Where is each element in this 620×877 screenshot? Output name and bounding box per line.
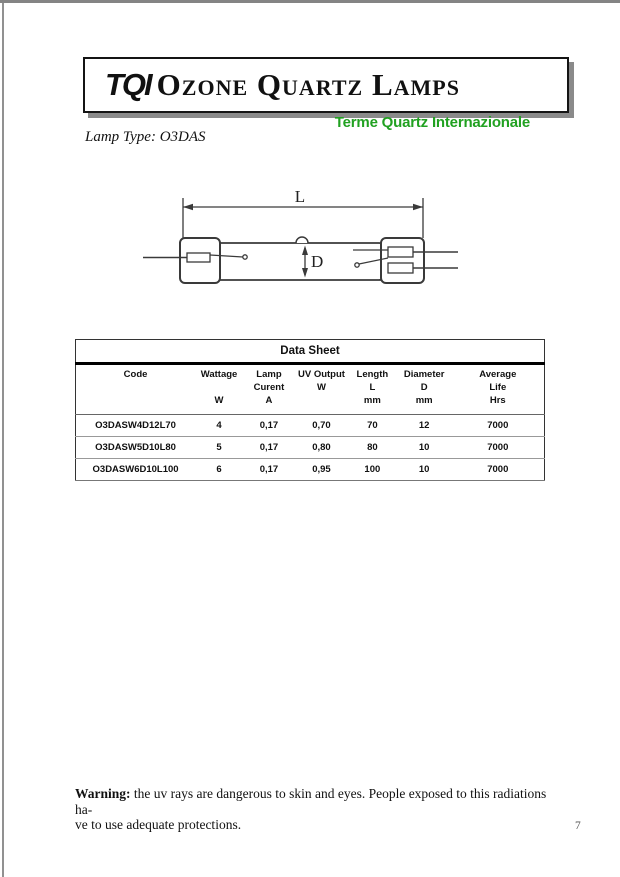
data-sheet-table — [75, 339, 545, 481]
warning-label: Warning: — [75, 786, 131, 801]
column-header-lamp-current — [243, 364, 295, 415]
table-title: Data Sheet — [76, 340, 545, 364]
header-line: Code — [123, 369, 148, 380]
cell-current: 0,17 — [243, 437, 295, 459]
header-line: Life — [489, 382, 507, 393]
company-logo — [83, 57, 569, 113]
column-header-length — [348, 364, 397, 415]
electrode-tip-right — [355, 263, 359, 267]
cell-current: 0,17 — [243, 415, 295, 437]
lamp-cap-right — [381, 238, 424, 283]
header-line: mm — [415, 395, 433, 406]
header-line: Curent — [253, 382, 285, 393]
diameter-label: D — [311, 252, 324, 271]
cell-diameter: 10 — [397, 437, 452, 459]
lamp-type-label: Lamp Type: O3DAS — [85, 129, 206, 145]
header-line: Diameter — [403, 369, 445, 380]
header-line: Lamp — [256, 369, 282, 380]
table-row — [76, 415, 545, 437]
column-header-uv-output — [295, 364, 348, 415]
cell-uv-output: 0,80 — [295, 437, 348, 459]
arrowhead-right — [413, 204, 423, 210]
cell-diameter: 12 — [397, 415, 452, 437]
cell-code: O3DASW4D12L70 — [76, 415, 196, 437]
warning-line-1: the uv rays are dangerous to skin and eyes. People exposed to this radiations ha- — [75, 786, 547, 817]
lamp-tube — [212, 243, 388, 280]
header-line — [77, 394, 194, 407]
logo-product-text: Ozone Quartz Lamps — [156, 67, 460, 102]
column-header-code — [76, 364, 196, 415]
lamp-technical-drawing — [100, 185, 500, 295]
cell-length: 100 — [348, 459, 397, 481]
header-line — [196, 381, 242, 394]
length-label: L — [294, 187, 306, 206]
cell-length: 70 — [348, 415, 397, 437]
cell-length: 80 — [348, 437, 397, 459]
cell-wattage: 4 — [195, 415, 243, 437]
page-left-border — [2, 3, 4, 877]
cell-code: O3DASW6D10L100 — [76, 459, 196, 481]
header-line: Average — [479, 369, 517, 380]
cell-wattage: 5 — [195, 437, 243, 459]
contact-left — [187, 253, 210, 262]
tube-tip-bump — [296, 237, 308, 243]
header-line: D — [420, 382, 428, 393]
cell-uv-output: 0,70 — [295, 415, 348, 437]
column-header-wattage — [195, 364, 243, 415]
contact-right-top — [388, 247, 413, 257]
page-number: 7 — [575, 820, 581, 832]
table-row — [76, 459, 545, 481]
cell-code: O3DASW5D10L80 — [76, 437, 196, 459]
contact-right-bottom — [388, 263, 413, 273]
column-header-average-life — [452, 364, 545, 415]
header-line: Hrs — [489, 395, 506, 406]
cell-uv-output: 0,95 — [295, 459, 348, 481]
header-line: mm — [363, 395, 381, 406]
warning-line-2: ve to use adequate protections. — [75, 817, 242, 832]
header-line: Wattage — [200, 369, 238, 380]
cell-wattage: 6 — [195, 459, 243, 481]
arrowhead-left — [183, 204, 193, 210]
cell-life: 7000 — [452, 459, 545, 481]
company-tagline: Terme Quartz Internazionale — [334, 114, 530, 131]
header-line: UV Output — [297, 369, 345, 380]
table-header-row — [76, 364, 545, 415]
header-line: A — [265, 395, 273, 406]
logo-tqi-text: TQI — [105, 67, 151, 102]
column-header-diameter — [397, 364, 452, 415]
table-row — [76, 437, 545, 459]
electrode-tip-left — [243, 255, 247, 259]
header-line: W — [316, 382, 326, 393]
header-line: Length — [356, 369, 389, 380]
warning-text — [75, 786, 553, 833]
page-top-border — [0, 0, 620, 3]
cell-life: 7000 — [452, 437, 545, 459]
header-line — [296, 394, 347, 407]
cell-life: 7000 — [452, 415, 545, 437]
header-line: L — [369, 382, 376, 393]
header-line: W — [214, 395, 224, 406]
cell-current: 0,17 — [243, 459, 295, 481]
cell-diameter: 10 — [397, 459, 452, 481]
header-line — [77, 381, 194, 394]
